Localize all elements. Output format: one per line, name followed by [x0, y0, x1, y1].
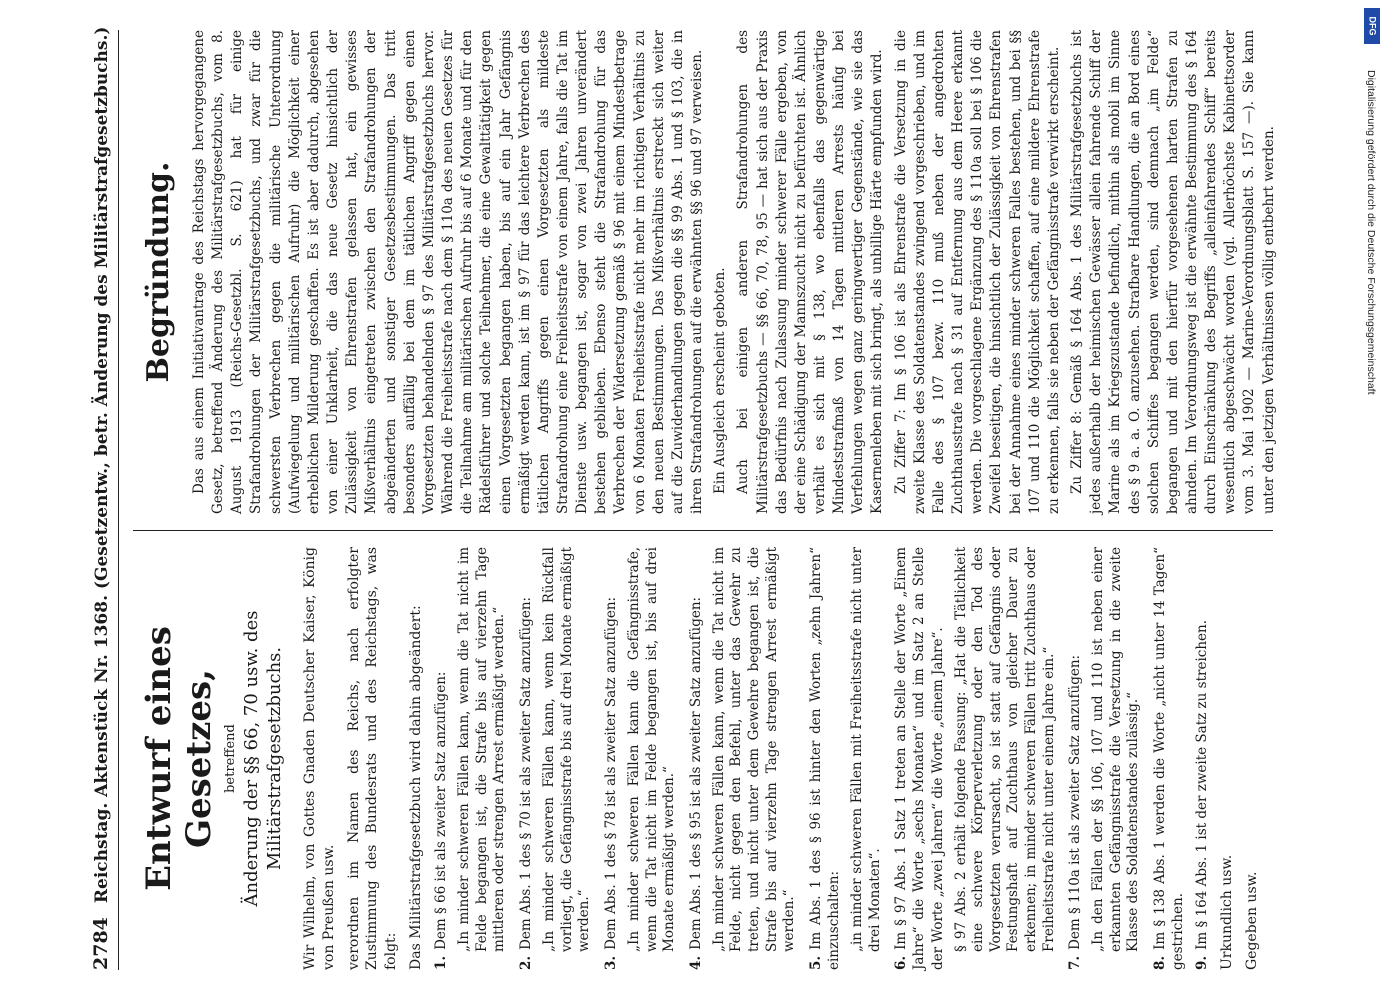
amendment-text: Dem § 66 ist als zweiter Satz anzufügen:: [433, 671, 450, 950]
amendment-text: Im § 138 Abs. 1 werden die Worte „nicht unter 14 Tagen“ gestrichen.: [1151, 547, 1187, 970]
amendment-item: [892, 547, 947, 970]
amendment-quote: „In minder schweren Fällen kann, wenn die Tat nicht im Felde, nicht gegen den Befehl, unter das Gewehr zu treten, und nicht unter dem Gewehre begangen ist, die Strafe bis auf vierzehn Tage strengen Arrest ermäßigt werden.“: [710, 547, 798, 952]
amendment-number: 1.: [433, 955, 450, 970]
amendment-number: 3.: [602, 955, 619, 970]
amendment-quote: „in minder schweren Fällen mit Freiheitsstrafe nicht unter drei Monaten“.: [849, 547, 883, 952]
amendment-item: [1151, 547, 1187, 970]
right-column: [133, 30, 1277, 530]
justification-paragraph: Zu Ziffer 7: Im § 106 ist als Ehrenstrafe die Versetzung in die zweite Klasse des Soldatenstandes zwingend vorgeschrieben, und im Falle des § 107 bezw. 110 muß neben der angedrohten Zuchthausstrafe nach § 31 auf Entfernung aus dem Heere erkannt werden. Die vorgeschlagene Ergänzung des § 110a soll bei § 106 die Zweifel beseitigen, die hinsichtlich der Zulässigkeit von Ehrenstrafen bei der Annahme eines minder schweren Falles bestehen, und bei §§ 107 und 110 die Möglichkeit schaffen, auf eine mildere Ehrenstrafe zu erkennen, falls sie neben der Gefängnisstrafe verwirkt erscheint.: [892, 30, 1062, 514]
amendment-item: [687, 547, 705, 970]
amendment-text: Dem Abs. 1 des § 70 ist als zweiter Satz anzufügen:: [517, 596, 534, 950]
amendment-quote: § 97 Abs. 2 erhält folgende Fassung: „Hat die Tätlichkeit eine schwere Körperverletzung oder den Tod des Vorgesetzten verursacht, so ist statt auf Gefängnis oder Festungshaft auf Zuchthaus von gleicher Dauer zu erkennen; in minder schweren Fällen tritt Zuchthaus oder Freiheitsstrafe nicht unter einem Jahre ein.“: [952, 547, 1057, 952]
amendment-list: [432, 547, 1212, 970]
digitization-note: Digitalisierung gefördert durch die Deutsche Forschungsgemeinschaft: [1365, 70, 1377, 395]
amendment-quote: „In minder schweren Fällen kann, wenn die Tat nicht im Felde begangen ist, die Strafe bis auf vierzehn Tage mittleren oder strengen Arrest ermäßigt werden.“: [456, 547, 508, 952]
rotated-page: [50, 0, 1330, 1000]
closing-text-1: Urkundlich usw.: [1218, 854, 1235, 970]
amendment-quote: „In minder schweren Fällen kann, wenn kein Rückfall vorliegt, die Gefängnisstrafe bis auf drei Monate ermäßigt werden.“: [541, 547, 593, 952]
justification-title: Begründung.: [141, 161, 176, 383]
amendment-text: Im Abs. 1 des § 96 ist hinter den Worten „zehn Jahren“ einzuschalten:: [807, 547, 842, 970]
justification-paragraph: Zu Ziffer 8: Gemäß § 164 Abs. 1 des Militärstrafgesetzbuchs ist jedes außerhalb der heimischen Gewässer allein fahrende Schiff der Marine als im Kriegszustande befindlich, mithin als mobil im Sinne des § 9 a. a. O. anzusehen. Strafbare Handlungen, die an Bord eines solchen Schiffes begangen werden, sind demnach „im Felde“ begangen und mit den hierfür vorgesehenen harten Strafen zu ahnden. Im Verordnungsweg ist die erwähnte Bestimmung des § 164 durch Einschränkung des Begriffs „alleinfahrendes Schiff“ bereits wesentlich abgeschwächt worden (vgl. Allerhöchste Kabinettsorder vom 3. Mai 1902 — Marine-Verordnungsblatt S. 157 —). Sie kann unter den jetzigen Verhältnissen völlig entbehrt werden.: [1069, 30, 1277, 514]
amendment-item: [432, 547, 450, 970]
amendment-number: 9.: [1194, 955, 1211, 970]
draft-title: Entwurf eines Gesetzes,: [139, 626, 219, 891]
amendment-item: [1193, 547, 1211, 970]
justification-paragraph: Ein Ausgleich erscheint geboten.: [712, 267, 729, 494]
justification-paragraph: Das aus einem Initiativantrage des Reichstags hervorgegangene Gesetz, betreffend Änderung des Militärstrafgesetzbuchs, vom 8. August 1913 (Reichs-Gesetzbl. S. 621) hat für einige Strafandrohungen der Militärstrafgesetzbuchs, und zwar für die schwersten Verbrechen gegen die militärische Unterordnung (Aufwiegelung und militärischen Aufruhr) die Möglichkeit einer erheblichen Milderung geschaffen. Es ist aber dadurch, abgesehen von einer Unklarheit, die das neue Gesetz hinsichtlich der Zulässigkeit von Ehrenstrafen gelassen hat, ein gewisses Mißverhältnis eingetreten zwischen den Strafandrohungen der abgeänderten und sonstiger Gesetzesbestimmungen. Das tritt besonders auffällig bei dem im tätlichen Angriff gegen einen Vorgesetzten behandelnden § 97 des Militärstrafgesetzbuchs hervor. Während die Freiheitsstrafe nach dem § 110a des neuen Gesetzes für die Teilnahme am militärischen Aufruhr bis auf 6 Monate und für den Rädelsführer und solche Teilnehmer, die eine Gewalttätigkeit gegen einen Vorgesetzten begangen haben, bis auf ein Jahr Gefängnis ermäßigt werden kann, ist im § 97 für das leichtere Verbrechen des tätlichen Angriffs gegen einen Vorgesetzten als mildeste Strafandrohung eine Freiheitsstrafe von einem Jahre, falls die Tat im Dienste usw. begangen ist, sogar von zwei Jahren unverändert bestehen geblieben. Ebenso steht die Strafandrohung für das Verbrechen der Widersetzung gemäß § 96 mit einem Mindestbetrage von 6 Monaten Freiheitsstrafe nicht mehr im richtigen Verhältnis zu den neuen Bestimmungen. Das Mißverhältnis erstreckt sich weiter auf die Zuwiderhandlungen gegen die §§ 99 Abs. 1 und § 103, die in ihren Strafandrohungen auf die erwähnten §§ 96 und 97 verweisen.: [191, 30, 706, 514]
justification-body: [190, 30, 1279, 514]
amendment-text: Im § 97 Abs. 1 Satz 1 treten an Stelle der Worte „Einem Jahre“ die Worte „sechs Monaten“ und im Satz 2 an Stelle der Worte „zwei Jahren“ die Worte „einem Jahre“.: [893, 547, 946, 970]
running-header: [90, 26, 119, 970]
amendment-item: [602, 547, 620, 970]
left-column: [133, 530, 1273, 970]
dfg-logo-text: DFG: [1367, 16, 1377, 36]
dfg-logo: [1364, 8, 1380, 44]
betreffend-label: betreffend: [223, 724, 238, 793]
page-number: 2784: [90, 917, 112, 970]
law-title: Änderung der §§ 66, 70 usw. des Militärstrafgesetzbuchs.: [241, 610, 286, 907]
enact-text: verordnen im Namen des Reichs, nach erfolgter Zustimmung des Bundesrats und des Reichstags, was folgt:: [345, 547, 400, 970]
amendment-text: Dem Abs. 1 des § 78 ist als zweiter Satz anzufügen:: [602, 596, 619, 950]
amendment-number: 4.: [687, 955, 704, 970]
justification-paragraph: Auch bei einigen anderen Strafandrohungen des Militärstrafgesetzbuchs — §§ 66, 70, 78, 95 — hat sich aus der Praxis das Bedürfnis nach Zulassung minder schwerer Fälle ergeben, von der eine Schädigung der Mannszucht nicht zu befürchten ist. Ähnlich verhält es sich mit § 138, wo ebenfalls das gegenwärtige Mindeststrafmaß von 14 Tagen mittleren Arrests häufig bei Verfehlungen wegen ganz geringwertiger Gegenstände, wie sie das Kasernenleben mit sich bringt, als unbillige Härte empfunden wird.: [735, 30, 886, 514]
amendment-item: [807, 547, 843, 970]
intro-text: Wir Wilhelm, von Gottes Gnaden Deutscher Kaiser, König von Preußen usw.: [301, 547, 337, 970]
amendment-item: [517, 547, 535, 970]
closing-text-2: Gegeben usw.: [1243, 871, 1260, 970]
amendment-quote: „In den Fällen der §§ 106, 107 und 110 ist neben einer erkannten Gefängnisstrafe die Versetzung in die zweite Klasse des Soldatenstandes zulässig.“: [1090, 547, 1142, 952]
margin-note: [1363, 10, 1377, 990]
amendment-text: Dem Abs. 1 des § 95 ist als zweiter Satz anzufügen:: [687, 596, 704, 950]
amendment-text: Im § 164 Abs. 1 ist der zweite Satz zu streichen.: [1194, 620, 1211, 950]
amendment-number: 8.: [1151, 955, 1168, 970]
amendment-number: 6.: [893, 955, 910, 970]
amendment-quote: „In minder schweren Fällen kann die Gefängnisstrafe, wenn die Tat nicht im Felde begangen ist, bis auf drei Monate ermäßigt werden.“: [626, 547, 678, 952]
amendment-number: 2.: [517, 955, 534, 970]
lead-text: Das Militärstrafgesetzbuch wird dahin abgeändert:: [408, 605, 425, 970]
amendment-number: 7.: [1067, 955, 1084, 970]
amendment-item: [1066, 547, 1084, 970]
running-title: Reichstag. Aktenstück Nr. 1368. (Gesetzentw., betr. Änderung des Militärstrafgesetzbuchs.): [92, 26, 112, 904]
amendment-text: Dem § 110a ist als zweiter Satz anzufügen:: [1067, 654, 1084, 950]
amendment-number: 5.: [807, 955, 824, 970]
